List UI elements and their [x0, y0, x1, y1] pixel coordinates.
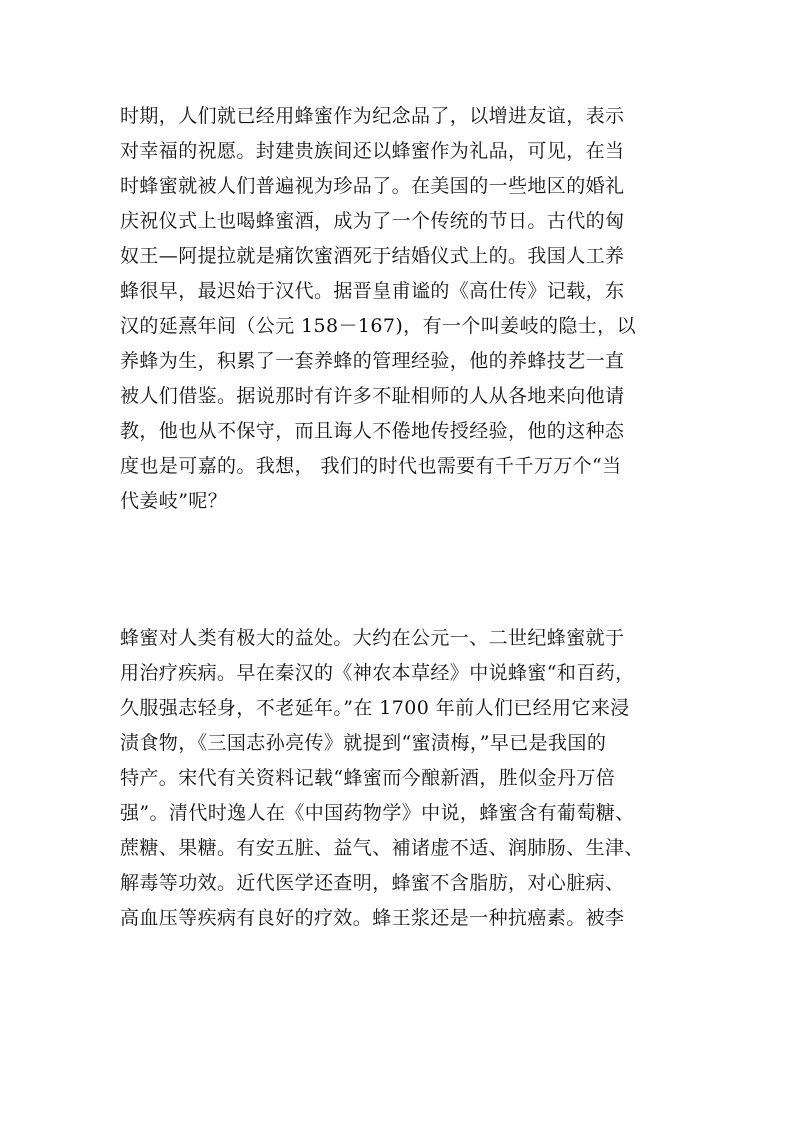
text-line: 蜂很早，最迟始于汉代。据晋皇甫谧的《高仕传》记载，东 — [120, 280, 625, 302]
paragraph-2 — [120, 621, 680, 936]
text-line: 久服强志轻身，不老延年。”在 1700 年前人们已经用它来浸 — [120, 697, 630, 719]
text-line: 被人们借鉴。据说那时有许多不耻相师的人从各地来向他请 — [120, 385, 625, 407]
text-line: 汉的延熹年间（公元 158－167)，有一个叫姜岐的隐士，以 — [120, 315, 636, 337]
paragraph-1 — [120, 99, 680, 519]
text-line: 解毒等功效。近代医学还查明，蜂蜜不含脂肪，对心脏病、 — [120, 872, 625, 894]
text-line: 时蜂蜜就被人们普遍视为珍品了。在美国的一些地区的婚礼 — [120, 175, 625, 197]
text-line: 奴王—阿提拉就是痛饮蜜酒死于结婚仪式上的。我国人工养 — [120, 245, 625, 267]
text-line: 代姜岐”呢？ — [120, 490, 228, 512]
text-line: 用治疗疾病。早在秦汉的《神农本草经》中说蜂蜜“和百药， — [120, 662, 635, 684]
text-line: 渍食物，《三国志孙亮传》就提到“蜜渍梅，”早已是我国的 — [120, 732, 607, 754]
text-line: 高血压等疾病有良好的疗效。蜂王浆还是一种抗癌素。被李 — [120, 907, 625, 929]
text-line: 强”。清代时逸人在《中国药物学》中说，蜂蜜含有葡萄糖、 — [120, 802, 635, 824]
text-line: 蔗糖、果糖。有安五脏、益气、補诸虚不适、润肺肠、生津、 — [120, 837, 644, 859]
text-line: 度也是可嘉的。我想， 我们的时代也需要有千千万万个“当 — [120, 455, 622, 477]
text-line: 养蜂为生，积累了一套养蜂的管理经验，他的养蜂技艺一直 — [120, 350, 625, 372]
text-line: 蜂蜜对人类有极大的益处。大约在公元一、二世纪蜂蜜就于 — [120, 627, 625, 649]
text-line: 时期，人们就已经用蜂蜜作为纪念品了，以增进友谊，表示 — [120, 105, 625, 127]
text-line: 特产。宋代有关资料记载“蜂蜜而今酿新酒，胜似金丹万倍 — [120, 767, 616, 789]
text-line: 对幸福的祝愿。封建贵族间还以蜂蜜作为礼品，可见，在当 — [120, 140, 625, 162]
text-line: 庆祝仪式上也喝蜂蜜酒，成为了一个传统的节日。古代的匈 — [120, 210, 625, 232]
text-line: 教，他也从不保守，而且诲人不倦地传授经验，他的这种态 — [120, 420, 625, 442]
